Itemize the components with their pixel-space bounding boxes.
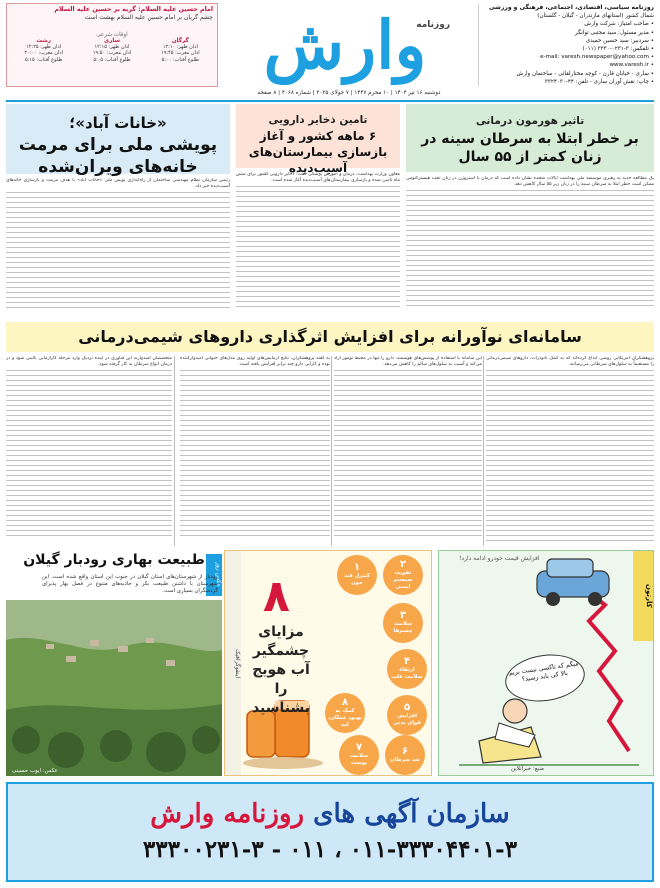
ad-title xyxy=(8,798,652,830)
banner-article-column xyxy=(180,356,330,546)
benefit-item: ۱ کنترل قند خون xyxy=(337,555,377,595)
cartoon-title: افزایش قیمت خودرو ادامه دارد! xyxy=(459,555,540,562)
newspaper-logo xyxy=(220,2,470,88)
cartoon-panel[interactable] xyxy=(438,550,654,776)
info-line: • مدیر مسئول: سید مجتبی توانگر xyxy=(575,29,654,36)
banner-article-column xyxy=(334,356,482,546)
info-line: • تلفکس: ۳-۰۲۳۱-۳۳۳۰ (۰۱۱) xyxy=(582,46,654,53)
article-body-drugs xyxy=(236,172,400,318)
man-icon xyxy=(503,699,527,723)
ad-title-part: سازمان آگهی های xyxy=(313,799,510,829)
ad-phone-numbers[interactable]: ۰۱۱-۳۳۳۰۴۴۰۱-۳ ، ۰۱۱ - ۳۳۳۰۰۲۳۱-۳ xyxy=(142,836,518,863)
banner-headline[interactable]: سامانه‌ای نوآورانه برای افزایش اثرگذاری داروهای شیمی‌درمانی xyxy=(6,322,654,352)
time-row: طلوع آفتاب: ۵:۰۵ xyxy=(93,56,131,63)
info-line: روزنامه سیاسی، اقتصادی، اجتماعی، فرهنگی و ورزشی xyxy=(488,4,654,11)
prayer-times-city xyxy=(79,38,144,82)
headline-khanat-abad[interactable] xyxy=(6,104,230,177)
article-body-hormone xyxy=(406,176,654,318)
headline-main: بر خطر ابتلا به سرطان سینه در زنان کمتر از ۵۵ سال xyxy=(421,131,639,165)
photo-caption: رودبار از شهرستان‌های استان گیلان در جنوب این استان واقع شده است. این شهرستان با داشتن طبیعت بکر و جاذبه‌های متنوع در فصل بهار پذیرای گردشگران بسیاری است. xyxy=(42,574,218,594)
masthead-divider xyxy=(6,100,654,102)
column-lead: متخصصان امیدوارند این فناوری در آینده نزدیک وارد مرحله کارآزمایی بالینی شود و در درمان انواع سرطان به کار گرفته شود. xyxy=(6,356,172,367)
time-row: اذان ظهر: ۱۲:۲۵ xyxy=(26,44,62,51)
dateline: دوشنبه ۱۶ تیر ۱۴۰۴ | ۱۰ محرم ۱۴۴۷ | ۷ جولای ۲۰۲۵ | شماره ۴۰۶۸ | ۸ صفحه xyxy=(257,90,441,96)
article-text-lines xyxy=(236,186,400,308)
photo-title: طبیعت بهاری رودبار گیلان xyxy=(23,552,205,568)
headline-kicker: تاثیر هورمون درمانی xyxy=(475,115,585,127)
time-row: طلوع آفتاب: ۵:۰۰ xyxy=(161,56,199,63)
info-line: • ساری - خیابان قارن - کوچه مختارلقائی - ساختمان وارش xyxy=(516,70,654,77)
cartoon-tag: کارتون xyxy=(633,551,653,641)
article-lead: معاون وزارت بهداشت، درمان و آموزش پزشکی گفت: ذخایر دارویی کشور برای شش ماه تامین شده و بازسازی بیمارستان‌های آسیب‌دیده آغاز شده است. xyxy=(236,172,400,183)
prayer-times-city xyxy=(148,38,213,82)
headline-kicker: «خانات آباد»؛ xyxy=(69,114,167,132)
column-text-lines xyxy=(6,370,172,540)
ad-title-part: روزنامه وارش xyxy=(150,799,305,829)
prayer-times-city xyxy=(11,38,76,82)
article-text-lines xyxy=(6,192,230,312)
time-row: اذان ظهر: ۱۲:۱۰ xyxy=(162,44,198,51)
info-line: • چاپ: نقش آوران ساری - تلفن: ۴۴-۳۳۲۴۰۳۰ xyxy=(544,78,654,85)
article-body-khanat xyxy=(6,178,230,318)
advertising-banner[interactable] xyxy=(6,782,654,882)
headline-hormone-therapy[interactable] xyxy=(406,104,654,172)
photo-credit: عکس: ایوب حسینی xyxy=(12,768,58,774)
banner-article-column xyxy=(486,356,654,546)
hadith-translation: چشم گریان بر امام حسین علیه السلام بهشت است xyxy=(84,14,213,21)
info-line: • e-mail: varesh.newspaper@yahoo.com xyxy=(540,54,654,61)
masthead-info xyxy=(478,4,654,86)
column-lead: به گفته پژوهشگران، نتایج آزمایش‌های اولیه روی مدل‌های حیوانی امیدوارکننده بوده و کارایی دارو چند برابر افزایش یافته است. xyxy=(180,356,330,367)
hadith-box xyxy=(6,3,218,87)
banner-article-column xyxy=(6,356,172,546)
benefit-item: ۸ کمک به بهبود عملکرد کبد xyxy=(325,693,365,733)
info-line: • www.varesh.ir xyxy=(609,62,654,69)
article-text-lines xyxy=(406,190,654,310)
city-name: گرگان xyxy=(171,38,189,44)
info-line: شمال کشور (استانهای مازندران - گیلان - گلستان) xyxy=(537,13,654,20)
info-line: • صاحب امتیاز: شرکت وارش xyxy=(584,21,654,28)
headline-kicker: تامین ذخایر دارویی xyxy=(268,114,368,126)
article-lead: یک مطالعه جدید به رهبری موسسه ملی بهداشت ایالات متحده نشان داده است که درمان با استروژن در زنان تحت هیسترکتومی ممکن است خطر ابتلا به سرطان سینه را در زنان زیر ۵۵ سال کاهش دهد. xyxy=(406,176,654,187)
column-lead: پژوهشگران آمریکایی روشی ابداع کرده‌اند که به کمک نانوذرات، داروهای شیمی‌درمانی را مستقیماً به سلول‌های سرطانی می‌رسانند. xyxy=(486,356,654,367)
logo-small: روزنامه xyxy=(416,20,450,30)
city-name: ساری xyxy=(104,38,120,44)
column-divider xyxy=(483,356,484,546)
info-line: • سردبیر: سید حسین حمیدی xyxy=(585,37,654,44)
column-text-lines xyxy=(180,370,330,540)
photo-of-the-day[interactable] xyxy=(6,550,222,776)
column-divider xyxy=(174,356,175,546)
benefit-item: ۲ تقویت سیستم ایمنی xyxy=(383,555,423,595)
prayer-times-header: اوقات شرعی xyxy=(96,32,128,38)
benefit-item: ۴ ارتقاء سلامت قلب xyxy=(387,649,427,689)
infographic-title: مزایای چشمگیر آب هویج را بشناسید xyxy=(251,624,311,716)
benefit-item: ۷ سلامت پوست xyxy=(339,735,379,775)
rising-arrow-icon xyxy=(587,591,629,751)
time-row: اذان مغرب: ۱۹:۵۰ xyxy=(92,50,132,57)
headline-main: ۶ ماهه کشور و آغاز بازسازی بیمارستان‌های آسیب‌دیده xyxy=(248,129,388,175)
prayer-times xyxy=(11,38,213,82)
photo-tag: عکس روز xyxy=(206,554,222,596)
headline-drug-reserves[interactable] xyxy=(236,104,400,175)
column-text-lines xyxy=(334,370,482,540)
infographic-tag: اینفوگرافیک xyxy=(225,551,241,776)
benefit-item: ۶ ضد سرطان xyxy=(385,735,425,775)
time-row: اذان مغرب: ۲۰:۰۰ xyxy=(24,50,63,57)
column-text-lines xyxy=(486,370,654,544)
cartoon-credit: منبع: خبرآنلاین xyxy=(511,766,544,772)
hadith-quote: امام حسین علیه السلام: گریه بر حسین علیه السلام xyxy=(54,6,213,13)
time-row: اذان ظهر: ۱۲:۱۵ xyxy=(94,44,130,51)
benefit-count: ۸ xyxy=(263,571,290,622)
speech-bubble: میگم که تاکسی نیست بریم بالا کی باید رسید؟ xyxy=(502,650,588,707)
logo-word: وارش xyxy=(263,6,427,84)
city-name: رشت xyxy=(36,38,51,44)
column-divider xyxy=(331,356,332,546)
column-lead: این سامانه با استفاده از پوشش‌های هوشمند، دارو را تنها در محیط تومور آزاد می‌کند و آسیب به سلول‌های سالم را کاهش می‌دهد. xyxy=(334,356,482,367)
benefit-item: ۵ افزایش قوای بدنی xyxy=(387,695,427,735)
time-row: اذان مغرب: ۱۹:۴۵ xyxy=(161,50,200,57)
carrot-juice-infographic[interactable] xyxy=(224,550,432,776)
landscape-photo xyxy=(6,600,222,776)
time-row: طلوع آفتاب: ۵:۱۵ xyxy=(25,56,63,63)
benefit-item: ۳ سلامت چشم‌ها xyxy=(383,603,423,643)
article-lead: رئیس سازمان نظام مهندسی ساختمان از راه‌اندازی پویش ملی «خانات آباد» با هدف مرمت و بازسازی خانه‌های آسیب‌دیده خبر داد. xyxy=(6,178,230,189)
headline-main: پویشی ملی برای مرمت خانه‌های ویران‌شده xyxy=(18,135,218,177)
